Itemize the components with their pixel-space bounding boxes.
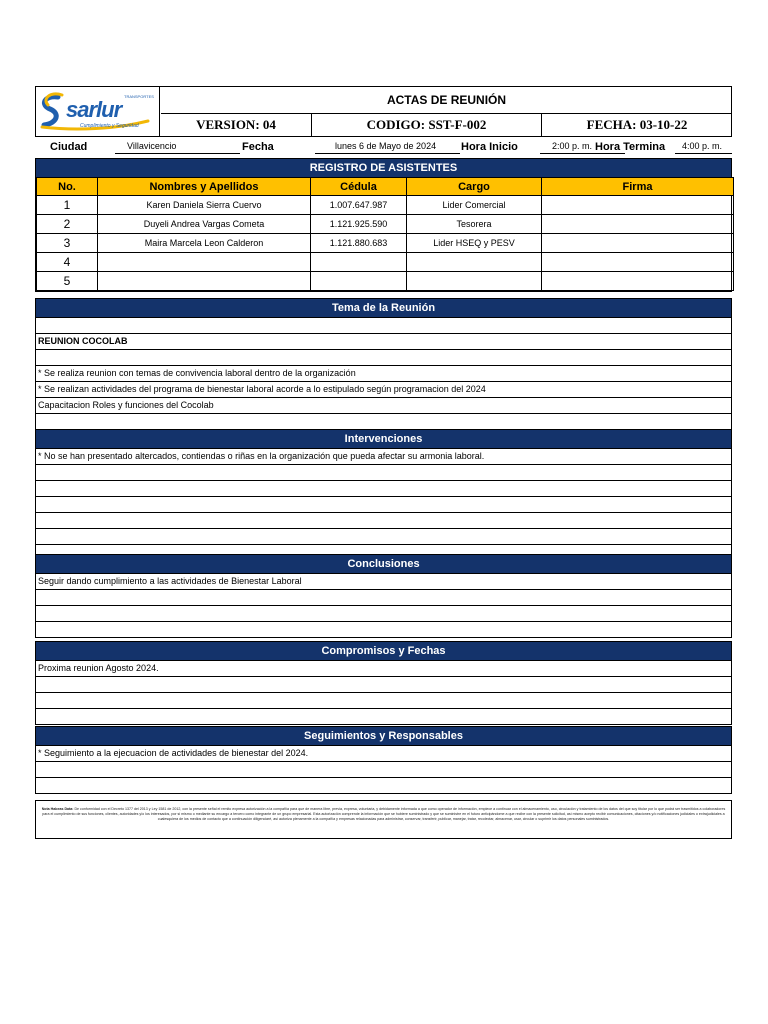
row-firma (542, 215, 734, 234)
table-row (37, 196, 734, 215)
logo-small-text: TRANSPORTES (124, 94, 154, 99)
seguimientos-line: * Seguimiento a la ejecuacion de actividades de bienestar del 2024. (36, 745, 731, 761)
seguimientos-line (36, 761, 731, 777)
row-firma (542, 253, 734, 272)
seguimientos-title: Seguimientos y Responsables (36, 727, 731, 745)
attendees-title: REGISTRO DE ASISTENTES (36, 159, 731, 177)
row-cargo: Lider HSEQ y PESV (407, 234, 542, 253)
seguimientos-section (35, 726, 732, 794)
row-firma (542, 272, 734, 291)
conclusiones-line: Seguir dando cumplimiento a las actividades de Bienestar Laboral (36, 573, 731, 589)
tema-line (36, 317, 731, 333)
row-cargo (407, 253, 542, 272)
ciudad-label: Ciudad (50, 141, 88, 153)
tema-line: * Se realizan actividades del programa de bienestar laboral acorde a lo estipulado según programacion del 2024 (36, 381, 731, 397)
row-cedula (311, 253, 407, 272)
intervenciones-line (36, 480, 731, 496)
row-cedula: 1.121.925.590 (311, 215, 407, 234)
table-row (37, 215, 734, 234)
intervenciones-line (36, 496, 731, 512)
conclusiones-title: Conclusiones (36, 555, 731, 573)
habeas-label: Nota Habeas Data: (41, 807, 74, 811)
intervenciones-section (35, 429, 732, 561)
logo-tagline: Cumplimiento y Seguridad (80, 123, 139, 129)
hora-inicio-value: 2:00 p. m. (552, 141, 593, 151)
row-cedula (311, 272, 407, 291)
ciudad-value: Villavicencio (127, 141, 177, 151)
row-cargo (407, 272, 542, 291)
intervenciones-line: * No se han presentado altercados, contiendas o riñas en la organización que pueda afectar su armonia laboral. (36, 448, 731, 464)
compromisos-line (36, 676, 731, 692)
row-name: Maira Marcela Leon Calderon (98, 234, 311, 253)
tema-title: Tema de la Reunión (36, 299, 731, 317)
table-row (37, 234, 734, 253)
row-no: 3 (37, 234, 98, 253)
row-firma (542, 196, 734, 215)
intervenciones-line (36, 512, 731, 528)
habeas-data-note (35, 800, 732, 839)
row-name: Karen Daniela Sierra Cuervo (98, 196, 311, 215)
col-firma: Firma (542, 178, 734, 196)
compromisos-line (36, 692, 731, 708)
compromisos-title: Compromisos y Fechas (36, 642, 731, 660)
fecha-label: Fecha (242, 141, 274, 153)
hora-termina-label: Hora Termina (595, 141, 666, 153)
fecha-cell: FECHA: 03-10-22 (541, 114, 732, 136)
row-cedula: 1.007.647.987 (311, 196, 407, 215)
hora-inicio-label: Hora Inicio (461, 141, 518, 153)
row-name (98, 253, 311, 272)
document-header (35, 86, 732, 137)
habeas-text: De conformidad con el Decreto 1377 del 2013 y Ley 1581 de 2012, con la presente señal el remito expresa autorización a la compañía para que de manera libre, previa, expresa, voluntaria, y debidamente informada a que como operador de información, empiece a continuar con el almacenamiento, uso, circulación y tratamiento de los datos del que soy titular por lo que podrá ser trasmitidos a colaboradores para el cumplimiento de sus funciones, clientes, autoridades y/o los interesados, por si mismo o mediante su encargo a tercero como integrante de un grupo empresarial. Esta autorización comprende la información que se hubiere suministrado y que se suministre en el futuro anticipándome a que recibe con la presente solicitud, así mismo acepto recibir comunicaciones, citaciones y/o notificaciones judiciales o extrajudiciales a cualesquiera de los medios de contacto que a continuación diligenciaré, así autoriza plenamente a la compañía y empresas relacionadas para administrar, conservar, transferir, publicar, manejar, tratar, recolectar, almacenar, usar, circular o suprimir los datos personales suministrados. (42, 807, 726, 821)
row-no: 4 (37, 253, 98, 272)
intervenciones-line (36, 528, 731, 544)
company-logo (36, 87, 160, 136)
conclusiones-line (36, 605, 731, 621)
compromisos-section (35, 641, 732, 725)
attendees-section (35, 158, 732, 292)
row-name: Duyeli Andrea Vargas Cometa (98, 215, 311, 234)
tema-section (35, 298, 732, 430)
seguimientos-line (36, 777, 731, 793)
codigo-cell: CODIGO: SST-F-002 (311, 114, 541, 136)
row-cargo: Tesorera (407, 215, 542, 234)
conclusiones-section (35, 554, 732, 638)
meeting-info-row (35, 139, 732, 157)
col-nombres: Nombres y Apellidos (98, 178, 311, 196)
row-no: 5 (37, 272, 98, 291)
intervenciones-title: Intervenciones (36, 430, 731, 448)
document-title: ACTAS DE REUNIÓN (161, 87, 732, 114)
intervenciones-line (36, 464, 731, 480)
col-no: No. (37, 178, 98, 196)
table-row (37, 272, 734, 291)
conclusiones-line (36, 621, 731, 637)
document-meta-row (161, 114, 732, 136)
col-cedula: Cédula (311, 178, 407, 196)
conclusiones-line (36, 589, 731, 605)
row-cargo: Lider Comercial (407, 196, 542, 215)
col-cargo: Cargo (407, 178, 542, 196)
version-cell: VERSION: 04 (196, 117, 276, 132)
row-firma (542, 234, 734, 253)
tema-line: Capacitacion Roles y funciones del Cocolab (36, 397, 731, 413)
attendees-table (36, 177, 734, 291)
tema-line: REUNION COCOLAB (36, 333, 731, 349)
row-no: 2 (37, 215, 98, 234)
tema-line (36, 349, 731, 365)
tema-line: * Se realiza reunion con temas de convivencia laboral dentro de la organización (36, 365, 731, 381)
fecha-value: lunes 6 de Mayo de 2024 (335, 141, 437, 151)
row-name (98, 272, 311, 291)
tema-line (36, 413, 731, 429)
compromisos-line (36, 708, 731, 724)
hora-termina-value: 4:00 p. m. (682, 141, 723, 151)
attendees-header-row (37, 178, 734, 196)
logo-wordmark: sarlur (66, 97, 122, 122)
table-row (37, 253, 734, 272)
row-cedula: 1.121.880.683 (311, 234, 407, 253)
row-no: 1 (37, 196, 98, 215)
compromisos-line: Proxima reunion Agosto 2024. (36, 660, 731, 676)
